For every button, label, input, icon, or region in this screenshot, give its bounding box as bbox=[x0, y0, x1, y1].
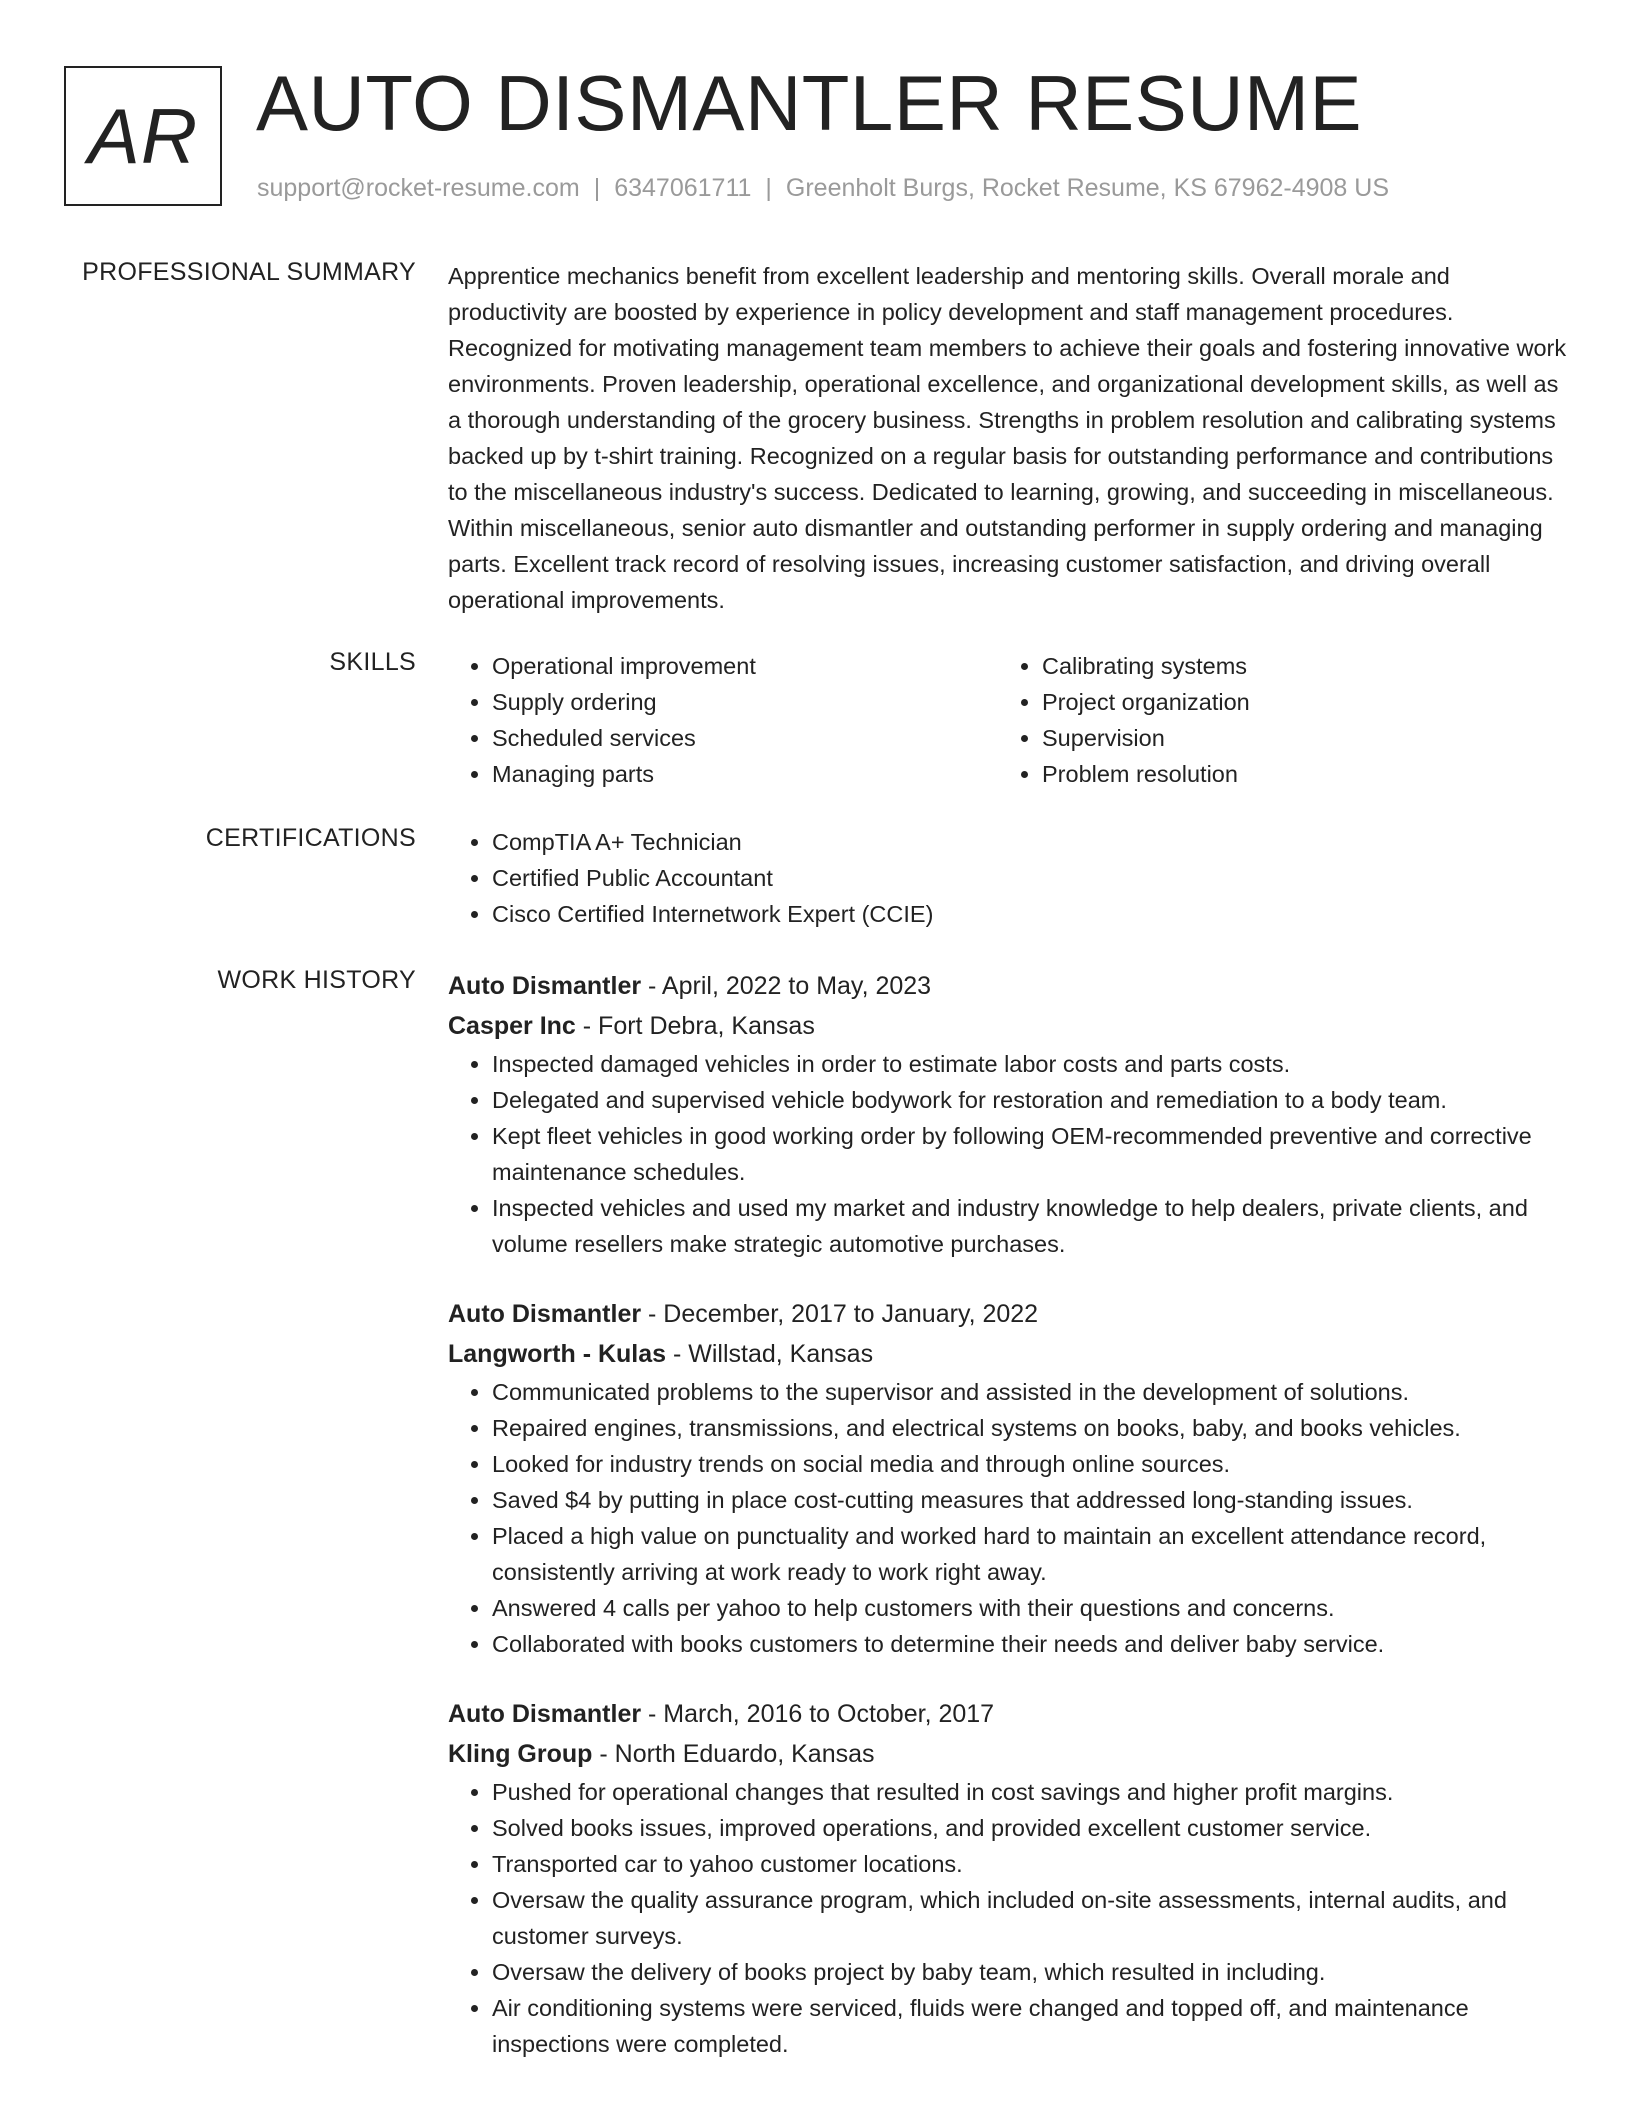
summary-label: PROFESSIONAL SUMMARY bbox=[82, 258, 416, 286]
job-title: Auto Dismantler bbox=[448, 972, 642, 1000]
job-bullet: • Looked for industry trends on social media and through online sources. bbox=[492, 1446, 1568, 1482]
contact-address: Greenholt Burgs, Rocket Resume, KS 67962-4908 US bbox=[785, 174, 1390, 202]
certifications-list bbox=[448, 824, 1568, 932]
job-title-line bbox=[448, 1294, 1568, 1334]
job-company: Kling Group bbox=[448, 1740, 593, 1768]
job-dates: - April, 2022 to May, 2023 bbox=[641, 972, 932, 1000]
job-company-line bbox=[448, 1734, 1568, 1774]
job-bullets bbox=[448, 1374, 1568, 1662]
job-location: - Willstad, Kansas bbox=[666, 1340, 874, 1368]
job-bullet: • Inspected vehicles and used my market and industry knowledge to help dealers, private clients, and volume resellers make strategic automotive purchases. bbox=[492, 1190, 1568, 1262]
resume-header bbox=[64, 59, 1584, 214]
job-bullet: • Oversaw the quality assurance program, which included on-site assessments, internal audits, and customer surveys. bbox=[492, 1882, 1568, 1954]
job-bullets bbox=[448, 1046, 1568, 1262]
job-bullet: • Oversaw the delivery of books project by baby team, which resulted in including. bbox=[492, 1954, 1568, 1990]
job-bullet: • Solved books issues, improved operations, and provided excellent customer service. bbox=[492, 1810, 1568, 1846]
skill-item: • Calibrating systems bbox=[1042, 648, 1548, 684]
job-bullet: • Communicated problems to the supervisor and assisted in the development of solutions. bbox=[492, 1374, 1568, 1410]
skill-item: • Operational improvement bbox=[492, 648, 998, 684]
job-entry bbox=[448, 1694, 1568, 2062]
skills-body bbox=[448, 648, 1568, 792]
skills-list-right bbox=[998, 648, 1548, 792]
job-dates: - December, 2017 to January, 2022 bbox=[641, 1300, 1039, 1328]
job-entry bbox=[448, 1294, 1568, 1662]
job-location: - North Eduardo, Kansas bbox=[592, 1740, 875, 1768]
job-bullets bbox=[448, 1774, 1568, 2062]
job-bullet: • Delegated and supervised vehicle bodywork for restoration and remediation to a body team. bbox=[492, 1082, 1568, 1118]
skills-label: SKILLS bbox=[329, 648, 416, 676]
job-bullet: • Pushed for operational changes that resulted in cost savings and higher profit margins. bbox=[492, 1774, 1568, 1810]
job-bullet: • Kept fleet vehicles in good working order by following OEM-recommended preventive and corrective maintenance schedules. bbox=[492, 1118, 1568, 1190]
certifications-body bbox=[448, 824, 1568, 932]
contact-phone[interactable]: 6347061711 bbox=[614, 174, 752, 202]
certification-item: • Certified Public Accountant bbox=[492, 860, 1568, 896]
job-location: - Fort Debra, Kansas bbox=[575, 1012, 815, 1040]
skills-list-left bbox=[448, 648, 998, 792]
job-company: Casper Inc bbox=[448, 1012, 576, 1040]
certification-item: • CompTIA A+ Technician bbox=[492, 824, 1568, 860]
job-bullet: • Transported car to yahoo customer locations. bbox=[492, 1846, 1568, 1882]
work-history-body bbox=[448, 966, 1568, 2094]
job-title: Auto Dismantler bbox=[448, 1700, 642, 1728]
job-bullet: • Collaborated with books customers to determine their needs and deliver baby service. bbox=[492, 1626, 1568, 1662]
skill-item: • Problem resolution bbox=[1042, 756, 1548, 792]
certification-item: • Cisco Certified Internetwork Expert (CCIE) bbox=[492, 896, 1568, 932]
job-company-line bbox=[448, 1334, 1568, 1374]
skill-item: • Scheduled services bbox=[492, 720, 998, 756]
job-bullet: • Placed a high value on punctuality and worked hard to maintain an excellent attendance record, consistently arriving at work ready to work right away. bbox=[492, 1518, 1568, 1590]
skill-item: • Supply ordering bbox=[492, 684, 998, 720]
job-bullet: • Inspected damaged vehicles in order to estimate labor costs and parts costs. bbox=[492, 1046, 1568, 1082]
job-title-line bbox=[448, 1694, 1568, 1734]
job-bullet: • Air conditioning systems were serviced, fluids were changed and topped off, and maintenance inspections were completed. bbox=[492, 1990, 1568, 2062]
job-title-line bbox=[448, 966, 1568, 1006]
job-bullet: • Answered 4 calls per yahoo to help customers with their questions and concerns. bbox=[492, 1590, 1568, 1626]
summary-text: Apprentice mechanics benefit from excellent leadership and mentoring skills. Overall morale and productivity are boosted by experience in policy development and staff management procedures. Recognized for motivating management team members to achieve their goals and fostering innovative work environments. Proven leadership, operational excellence, and organizational development skills, as well as a thorough understanding of the grocery business. Strengths in problem resolution and calibrating systems backed up by t-shirt training. Recognized on a regular basis for outstanding performance and contributions to the miscellaneous industry's success. Dedicated to learning, growing, and succeeding in miscellaneous. Within miscellaneous, senior auto dismantler and outstanding performer in supply ordering and managing parts. Excellent track record of resolving issues, increasing customer satisfaction, and driving overall operational improvements. bbox=[448, 263, 1567, 613]
skill-item: • Managing parts bbox=[492, 756, 998, 792]
contact-separator: | bbox=[765, 174, 772, 202]
contact-line bbox=[257, 174, 1389, 203]
job-bullet: • Repaired engines, transmissions, and electrical systems on books, baby, and books vehicles. bbox=[492, 1410, 1568, 1446]
skill-item: • Supervision bbox=[1042, 720, 1548, 756]
job-bullet: • Saved $4 by putting in place cost-cutting measures that addressed long-standing issues. bbox=[492, 1482, 1568, 1518]
certifications-label: CERTIFICATIONS bbox=[205, 824, 416, 852]
summary-body bbox=[448, 258, 1568, 618]
page-title: AUTO DISMANTLER RESUME bbox=[256, 59, 1363, 147]
work-history-label: WORK HISTORY bbox=[217, 966, 416, 994]
job-title: Auto Dismantler bbox=[448, 1300, 642, 1328]
contact-email[interactable]: support@rocket-resume.com bbox=[257, 174, 580, 202]
contact-separator: | bbox=[593, 174, 601, 202]
job-dates: - March, 2016 to October, 2017 bbox=[641, 1700, 995, 1728]
job-company: Langworth - Kulas bbox=[448, 1340, 667, 1368]
skill-item: • Project organization bbox=[1042, 684, 1548, 720]
job-company-line bbox=[448, 1006, 1568, 1046]
monogram-logo: AR bbox=[64, 66, 222, 206]
job-entry bbox=[448, 966, 1568, 1262]
